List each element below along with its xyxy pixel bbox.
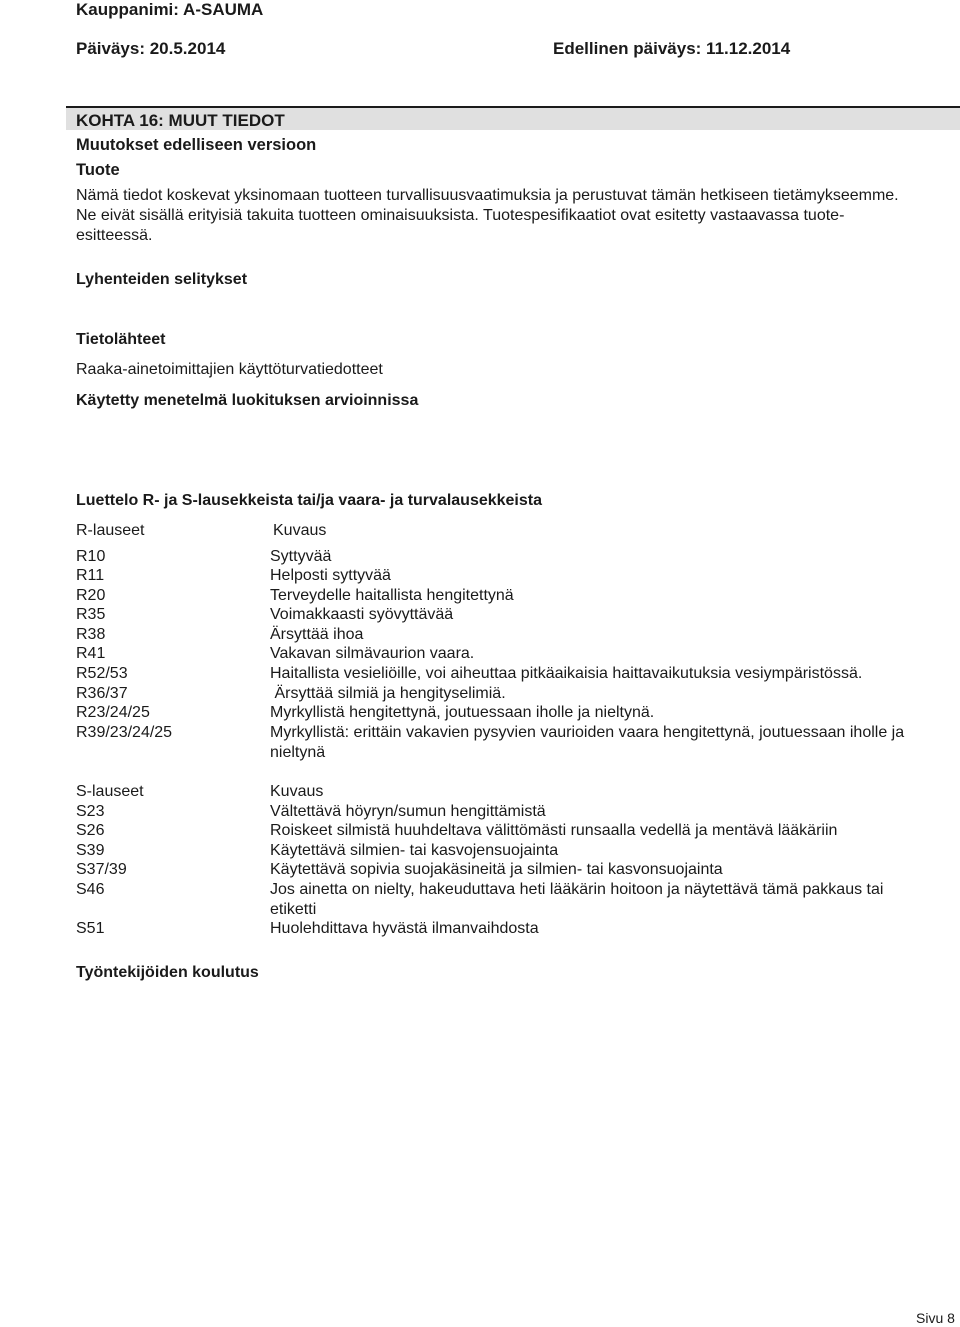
r-desc: Myrkyllistä hengitettynä, joutuessaan iholle ja nieltynä. [270,704,655,721]
s-phrases-header-desc: Kuvaus [270,783,324,800]
sources-heading: Tietolähteet [76,331,166,348]
r-code: R39/23/24/25 [76,724,173,741]
r-code: R41 [76,645,106,662]
r-code: R35 [76,606,106,623]
method-heading: Käytetty menetelmä luokituksen arvioinnissa [76,392,419,409]
training-heading: Työntekijöiden koulutus [76,964,259,981]
s-phrases-header-code: S-lauseet [76,783,144,800]
product-heading: Tuote [76,161,120,179]
r-code: R36/37 [76,685,128,702]
r-code: R11 [76,567,105,584]
s-desc: Käytettävä sopivia suojakäsineitä ja silmien- tai kasvonsuojainta [270,861,723,878]
r-desc: Vakavan silmävaurion vaara. [270,645,475,662]
r-code: R20 [76,587,106,604]
s-code: S26 [76,822,105,839]
s-desc: Vältettävä höyryn/sumun hengittämistä [270,803,546,820]
r-code: R52/53 [76,665,128,682]
r-desc: Helposti syttyvää [270,567,391,584]
s-code: S37/39 [76,861,127,878]
s-desc: Käytettävä silmien- tai kasvojensuojainta [270,842,559,859]
r-desc: Ärsyttää ihoa [270,626,364,643]
s-code: S51 [76,920,105,937]
r-phrases-header-desc: Kuvaus [273,522,327,539]
page-number: Sivu 8 [916,1310,955,1326]
s-code: S23 [76,803,105,820]
r-desc: Ärsyttää silmiä ja hengityselimiä. [270,685,506,702]
r-desc: Voimakkaasti syövyttävää [270,606,454,623]
r-phrases-header-code: R-lauseet [76,522,145,539]
r-desc: Haitallista vesieliöille, voi aiheuttaa pitkäaikaisia haittavaikutuksia vesiympäristössä. [270,665,863,682]
r-desc: Syttyvää [270,548,332,565]
r-code: R10 [76,548,106,565]
r-code: R23/24/25 [76,704,150,721]
s-code: S39 [76,842,105,859]
r-desc: Terveydelle haitallista hengitettynä [270,587,514,604]
previous-date: Edellinen päiväys: 11.12.2014 [553,39,791,58]
phrases-heading: Luettelo R- ja S-lausekkeista tai/ja vaara- ja turvalausekkeista [76,492,542,509]
r-code: R38 [76,626,106,643]
abbreviations-heading: Lyhenteiden selitykset [76,271,248,288]
s-desc: Huolehdittava hyvästä ilmanvaihdosta [270,920,539,937]
r-desc: Myrkyllistä: erittäin vakavien pysyvien vaurioiden vaara hengitettynä, joutuessaan iholle ja nieltynä [270,724,905,761]
s-desc: Jos ainetta on nielty, hakeuduttava heti lääkärin hoitoon ja näytettävä tämä pakkaus tai etiketti [270,881,884,918]
trade-name: Kauppanimi: A-SAUMA [76,0,264,19]
s-desc: Roiskeet silmistä huuhdeltava välittömästi runsaalla vedellä ja mentävä lääkäriin [270,822,838,839]
sources-text: Raaka-ainetoimittajien käyttöturvatiedotteet [76,361,383,378]
section-title: KOHTA 16: MUUT TIEDOT [76,111,285,130]
s-code: S46 [76,881,105,898]
product-text: Nämä tiedot koskevat yksinomaan tuotteen turvallisuusvaatimuksia ja perustuvat tämän hetkiseen tietämykseemme. Ne eivät sisällä erityisiä takuita tuotteen ominaisuuksista. Tuotespesifikaatiot ovat esitetty vastaavassa tuote-esitteessä. [76,187,899,244]
document-date: Päiväys: 20.5.2014 [76,39,226,58]
changes-heading: Muutokset edelliseen versioon [76,136,317,154]
